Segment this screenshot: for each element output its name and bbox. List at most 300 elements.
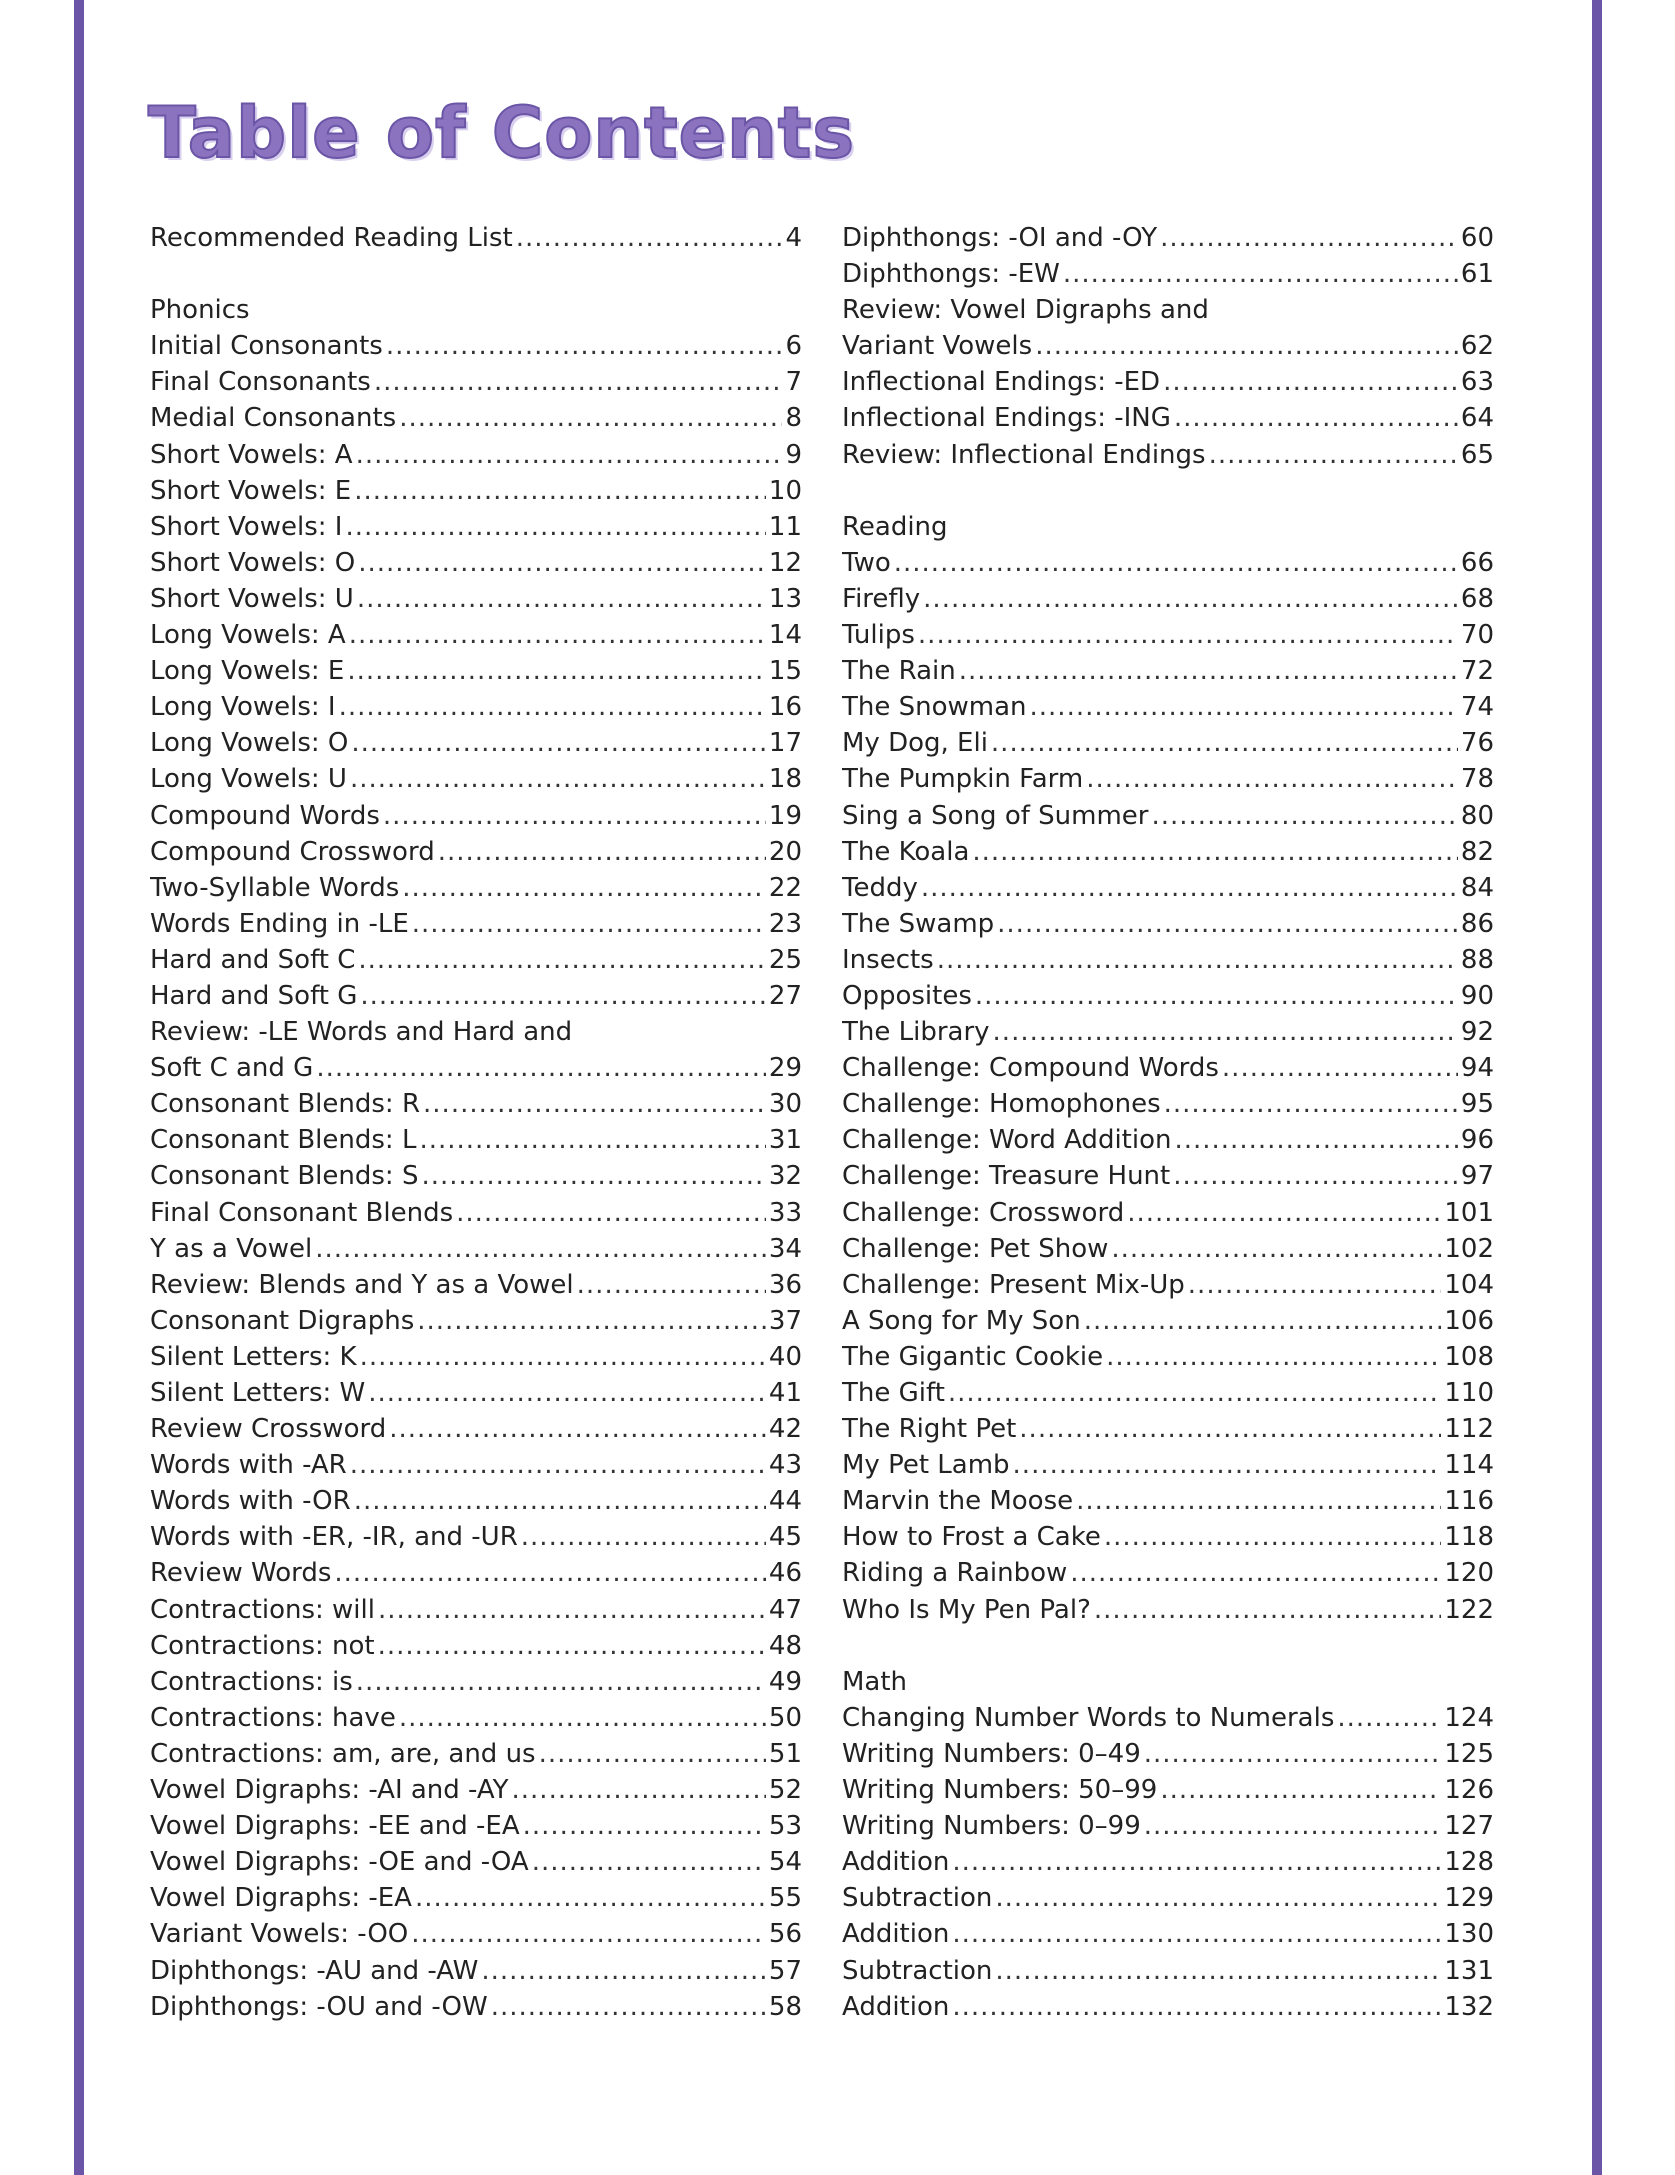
toc-entry-title: The Pumpkin Farm	[842, 764, 1084, 795]
dot-leader	[1086, 761, 1458, 797]
dot-leader	[1084, 1303, 1442, 1339]
toc-entry-title: The Snowman	[842, 692, 1027, 723]
dot-leader	[1209, 437, 1458, 473]
toc-entry	[150, 581, 802, 617]
toc-entry-page-number: 61	[1460, 259, 1494, 290]
dot-leader	[995, 1953, 1441, 1989]
dot-leader	[345, 509, 765, 545]
toc-entry-title: Challenge: Word Addition	[842, 1125, 1172, 1156]
toc-entry	[150, 1086, 802, 1122]
toc-column-right	[842, 220, 1494, 2025]
dot-leader	[1160, 220, 1458, 256]
toc-entry-title: Final Consonant Blends	[150, 1197, 454, 1228]
dot-leader	[378, 1628, 766, 1664]
dot-leader	[356, 437, 783, 473]
toc-entry-page-number: 27	[768, 980, 802, 1011]
toc-entry-title: Medial Consonants	[150, 403, 397, 434]
toc-entry	[842, 942, 1494, 978]
toc-entry	[842, 978, 1494, 1014]
toc-entry	[150, 545, 802, 581]
toc-entry-page-number: 22	[768, 872, 802, 903]
toc-entry-page-number: 14	[768, 620, 802, 651]
toc-entry-page-number: 9	[785, 439, 802, 470]
toc-entry-title: Inflectional Endings: -ING	[842, 403, 1171, 434]
dot-leader	[368, 1375, 766, 1411]
toc-entry-title: How to Frost a Cake	[842, 1522, 1101, 1553]
toc-entry-title: Vowel Digraphs: -OE and -OA	[150, 1847, 529, 1878]
toc-entry-title: Challenge: Homophones	[842, 1089, 1161, 1120]
dot-leader	[1094, 1592, 1441, 1628]
toc-entry-title: Who Is My Pen Pal?	[842, 1594, 1091, 1625]
section-heading: Phonics	[150, 295, 250, 326]
dot-leader	[1151, 798, 1457, 834]
section-heading: Reading	[842, 511, 948, 542]
toc-entry-title: Addition	[842, 1847, 950, 1878]
toc-entry	[150, 1158, 802, 1194]
toc-entry	[150, 1700, 802, 1736]
toc-entry	[842, 1989, 1494, 2025]
dot-leader	[923, 581, 1458, 617]
toc-entry	[150, 1519, 802, 1555]
toc-entry	[842, 328, 1494, 364]
toc-entry-page-number: 47	[768, 1594, 802, 1625]
toc-entry-title: Consonant Blends: R	[150, 1089, 421, 1120]
toc-entry-title: Writing Numbers: 0–49	[842, 1738, 1141, 1769]
toc-entry-title: Review Words	[150, 1558, 332, 1589]
toc-entry-title: Contractions: have	[150, 1702, 396, 1733]
toc-entry-page-number: 32	[768, 1161, 802, 1192]
toc-entry-page-number: 126	[1444, 1775, 1494, 1806]
toc-entry	[842, 725, 1494, 761]
toc-entry	[842, 437, 1494, 473]
toc-entry	[842, 834, 1494, 870]
toc-entry-title: The Library	[842, 1017, 990, 1048]
toc-entry-title: Y as a Vowel	[150, 1233, 313, 1264]
toc-entry	[150, 1592, 802, 1628]
toc-entry	[842, 1483, 1494, 1519]
toc-entry-page-number: 12	[768, 547, 802, 578]
toc-entry-page-number: 125	[1444, 1738, 1494, 1769]
toc-entry	[842, 689, 1494, 725]
toc-entry-title: Short Vowels: U	[150, 583, 354, 614]
toc-entry-title: Contractions: is	[150, 1666, 353, 1697]
toc-entry	[150, 437, 802, 473]
toc-entry-title: Long Vowels: A	[150, 620, 346, 651]
dot-leader	[357, 581, 766, 617]
toc-entry-page-number: 80	[1460, 800, 1494, 831]
toc-entry-title: A Song for My Son	[842, 1305, 1081, 1336]
section-spacer	[842, 1628, 1494, 1664]
toc-entry-title: Vowel Digraphs: -EE and -EA	[150, 1811, 520, 1842]
dot-leader	[1188, 1267, 1442, 1303]
toc-entry-page-number: 70	[1460, 620, 1494, 651]
toc-entry	[842, 870, 1494, 906]
toc-entry-title: Compound Crossword	[150, 836, 435, 867]
toc-entry-page-number: 53	[768, 1811, 802, 1842]
toc-entry	[150, 1303, 802, 1339]
toc-entry-page-number: 57	[768, 1955, 802, 1986]
dot-leader	[347, 653, 766, 689]
toc-entry-first-line: Review: Vowel Digraphs and	[842, 295, 1209, 326]
toc-entry	[150, 978, 802, 1014]
toc-entry-page-number: 51	[768, 1738, 802, 1769]
toc-entry-page-number: 114	[1444, 1450, 1494, 1481]
toc-entry	[842, 1555, 1494, 1591]
toc-entry-page-number: 29	[768, 1053, 802, 1084]
toc-entry-page-number: 92	[1460, 1017, 1494, 1048]
toc-entry	[150, 1050, 802, 1086]
toc-entry-title: Consonant Digraphs	[150, 1305, 415, 1336]
dot-leader	[481, 1953, 766, 1989]
toc-column-left	[150, 220, 802, 2025]
toc-entry-title: Writing Numbers: 50–99	[842, 1775, 1158, 1806]
toc-entry	[150, 1447, 802, 1483]
toc-entry-title: Contractions: not	[150, 1630, 375, 1661]
dot-leader	[356, 1664, 766, 1700]
toc-entry	[150, 509, 802, 545]
toc-entry-page-number: 34	[768, 1233, 802, 1264]
toc-entry-page-number: 65	[1460, 439, 1494, 470]
toc-entry-title: Review: Blends and Y as a Vowel	[150, 1269, 574, 1300]
toc-entry-page-number: 82	[1460, 836, 1494, 867]
toc-entry	[842, 256, 1494, 292]
dot-leader	[399, 400, 782, 436]
toc-entry-title: Hard and Soft C	[150, 944, 356, 975]
toc-entry	[842, 1953, 1494, 1989]
dot-leader	[419, 1122, 765, 1158]
toc-entry	[150, 1736, 802, 1772]
toc-entry	[150, 1122, 802, 1158]
toc-entry-title: Words Ending in -LE	[150, 908, 409, 939]
toc-entry-page-number: 129	[1444, 1883, 1494, 1914]
dot-leader	[349, 617, 766, 653]
toc-entry	[842, 761, 1494, 797]
toc-entry-page-number: 15	[768, 656, 802, 687]
toc-entry-page-number: 40	[768, 1341, 802, 1372]
toc-entry	[842, 1880, 1494, 1916]
toc-entry-title: Variant Vowels: -OO	[150, 1919, 409, 1950]
dot-leader	[378, 1592, 766, 1628]
dot-leader	[360, 978, 766, 1014]
toc-entry-page-number: 128	[1444, 1847, 1494, 1878]
toc-entry-page-number: 108	[1444, 1341, 1494, 1372]
toc-entry-page-number: 72	[1460, 656, 1494, 687]
toc-entry-page-number: 58	[768, 1991, 802, 2022]
dot-leader	[1104, 1519, 1442, 1555]
dot-leader	[399, 1700, 766, 1736]
dot-leader	[894, 545, 1458, 581]
toc-entry-page-number: 60	[1460, 223, 1494, 253]
toc-entry-title: My Dog, Eli	[842, 728, 988, 759]
toc-entry	[842, 1375, 1494, 1411]
toc-entry	[150, 870, 802, 906]
dot-leader	[402, 870, 766, 906]
dot-leader	[1019, 1411, 1441, 1447]
toc-entry-page-number: 124	[1444, 1702, 1494, 1733]
dot-leader	[1164, 1086, 1458, 1122]
toc-entry-title: Marvin the Moose	[842, 1486, 1074, 1517]
toc-entry-title: Changing Number Words to Numerals	[842, 1702, 1335, 1733]
toc-entry-first-line: Review: -LE Words and Hard and	[150, 1017, 573, 1048]
toc-entry	[842, 1050, 1494, 1086]
toc-entry-page-number: 49	[768, 1666, 802, 1697]
toc-entry	[842, 1736, 1494, 1772]
dot-leader	[491, 1989, 766, 2025]
toc-entry-page-number: 106	[1444, 1305, 1494, 1336]
toc-entry	[842, 400, 1494, 436]
toc-entry	[150, 798, 802, 834]
toc-entry-page-number: 96	[1460, 1125, 1494, 1156]
toc-entry-page-number: 50	[768, 1702, 802, 1733]
toc-entry-title: Diphthongs: -OU and -OW	[150, 1991, 488, 2022]
toc-entry-title: Addition	[842, 1919, 950, 1950]
toc-entry-title: The Koala	[842, 836, 970, 867]
dot-leader	[315, 1231, 766, 1267]
dot-leader	[1111, 1231, 1441, 1267]
toc-entry-title: Writing Numbers: 0–99	[842, 1811, 1141, 1842]
toc-entry-title: The Gigantic Cookie	[842, 1341, 1104, 1372]
dot-leader	[1163, 364, 1458, 400]
toc-entry-title: The Gift	[842, 1378, 945, 1408]
dot-leader	[532, 1844, 766, 1880]
toc-entry	[150, 689, 802, 725]
toc-entry	[150, 1953, 802, 1989]
dot-leader	[351, 725, 766, 761]
toc-entry-title: The Rain	[842, 656, 956, 687]
toc-entry-page-number: 8	[785, 403, 802, 434]
toc-entry	[150, 1664, 802, 1700]
dot-leader	[1173, 1158, 1458, 1194]
toc-entry	[842, 220, 1494, 256]
toc-entry-page-number: 63	[1460, 367, 1494, 398]
toc-entry-title: Riding a Rainbow	[842, 1558, 1068, 1589]
toc-entry-page-number: 127	[1444, 1811, 1494, 1842]
toc-entry-title: Vowel Digraphs: -EA	[150, 1883, 412, 1914]
toc-entry	[842, 1014, 1494, 1050]
toc-entry-title: Initial Consonants	[150, 331, 383, 362]
toc-entry-page-number: 52	[768, 1775, 802, 1806]
toc-entry	[842, 1808, 1494, 1844]
toc-entry	[150, 328, 802, 364]
toc-entry-title: Words with -ER, -IR, and -UR	[150, 1522, 518, 1553]
section-heading: Math	[842, 1666, 908, 1697]
toc-entry-title: Silent Letters: K	[150, 1341, 357, 1372]
toc-entry-title: Subtraction	[842, 1883, 993, 1914]
toc-entry	[842, 617, 1494, 653]
toc-entry-page-number: 86	[1460, 908, 1494, 939]
dot-leader	[423, 1086, 766, 1122]
toc-entry-title: Hard and Soft G	[150, 980, 358, 1011]
dot-leader	[937, 942, 1458, 978]
toc-entry-page-number: 64	[1460, 403, 1494, 434]
dot-leader	[354, 473, 766, 509]
toc-entry-page-number: 18	[768, 764, 802, 795]
toc-entry	[842, 1122, 1494, 1158]
toc-entry	[150, 1195, 802, 1231]
toc-entry-title: Silent Letters: W	[150, 1378, 366, 1408]
toc-entry-title: Contractions: will	[150, 1594, 375, 1625]
toc-entry	[842, 1592, 1494, 1628]
toc-entry	[842, 545, 1494, 581]
toc-entry-page-number: 13	[768, 583, 802, 614]
dot-leader	[350, 1447, 766, 1483]
toc-entry-title: Short Vowels: A	[150, 439, 353, 470]
toc-entry-page-number: 43	[768, 1450, 802, 1481]
dot-leader	[1127, 1195, 1441, 1231]
dot-leader	[1174, 1122, 1457, 1158]
dot-leader	[1160, 1772, 1441, 1808]
toc-entry-page-number: 20	[768, 836, 802, 867]
dot-leader	[421, 1158, 765, 1194]
toc-entry-page-number: 66	[1460, 547, 1494, 578]
dot-leader	[577, 1267, 766, 1303]
dot-leader	[539, 1736, 766, 1772]
toc-entry	[150, 1231, 802, 1267]
toc-entry-title: Inflectional Endings: -ED	[842, 367, 1161, 398]
toc-entry-page-number: 16	[768, 692, 802, 723]
toc-entry-title: Words with -OR	[150, 1486, 351, 1517]
dot-leader	[952, 1844, 1441, 1880]
toc-entry	[842, 906, 1494, 942]
toc-entry-page-number: 102	[1444, 1233, 1494, 1264]
toc-entry-page-number: 56	[768, 1919, 802, 1950]
toc-entry-title: Consonant Blends: L	[150, 1125, 417, 1156]
toc-entry-page-number: 132	[1444, 1991, 1494, 2022]
toc-entry-page-number: 33	[768, 1197, 802, 1228]
toc-entry-page-number: 84	[1460, 872, 1494, 903]
toc-entry-title: Sing a Song of Summer	[842, 800, 1149, 831]
dot-leader	[1174, 400, 1458, 436]
toc-entry-page-number: 112	[1444, 1414, 1494, 1445]
toc-entry	[150, 1483, 802, 1519]
toc-entry-page-number: 74	[1460, 692, 1494, 723]
dot-leader	[412, 906, 766, 942]
dot-leader	[972, 834, 1458, 870]
dot-leader	[952, 1916, 1441, 1952]
toc-entry-title: Addition	[842, 1991, 950, 2022]
toc-entry	[842, 1267, 1494, 1303]
toc-entry	[150, 761, 802, 797]
dot-leader	[339, 689, 766, 725]
toc-entry-page-number: 54	[768, 1847, 802, 1878]
page-border-left	[74, 0, 84, 2175]
toc-entry-page-number: 118	[1444, 1522, 1494, 1553]
page-border-right	[1592, 0, 1602, 2175]
section-spacer	[842, 473, 1494, 509]
toc-entry-title: Firefly	[842, 583, 921, 614]
toc-entry	[842, 1086, 1494, 1122]
toc-entry-title: My Pet Lamb	[842, 1450, 1010, 1481]
toc-entry-page-number: 76	[1460, 728, 1494, 759]
toc-entry-title: Insects	[842, 944, 934, 975]
toc-entry-page-number: 45	[768, 1522, 802, 1553]
toc-entry-page-number: 6	[785, 331, 802, 362]
dot-leader	[386, 328, 783, 364]
dot-leader	[1035, 328, 1458, 364]
toc-entry-title: Long Vowels: I	[150, 692, 336, 723]
toc-entry-title: Final Consonants	[150, 367, 371, 398]
toc-entry	[150, 1916, 802, 1952]
toc-entry-page-number: 94	[1460, 1053, 1494, 1084]
toc-entry-page-number: 31	[768, 1125, 802, 1156]
toc-entry-title: Challenge: Compound Words	[842, 1053, 1219, 1084]
toc-entry-page-number: 88	[1460, 944, 1494, 975]
dot-leader	[1144, 1736, 1442, 1772]
dot-leader	[512, 1772, 766, 1808]
toc-entry	[150, 364, 802, 400]
dot-leader	[523, 1808, 766, 1844]
toc-entry-title: Subtraction	[842, 1955, 993, 1986]
toc-entry-title: Vowel Digraphs: -AI and -AY	[150, 1775, 509, 1806]
toc-entry-title: Challenge: Pet Show	[842, 1233, 1109, 1264]
toc-entry	[842, 1339, 1494, 1375]
toc-entry	[842, 1231, 1494, 1267]
dot-leader	[354, 1483, 766, 1519]
toc-entry	[150, 725, 802, 761]
dot-leader	[1063, 256, 1458, 292]
toc-entry-page-number: 62	[1460, 331, 1494, 362]
toc-entry	[842, 1916, 1494, 1952]
toc-entry-page-number: 25	[768, 944, 802, 975]
toc-entry	[842, 1700, 1494, 1736]
toc-entry-page-number: 131	[1444, 1955, 1494, 1986]
toc-entry	[842, 364, 1494, 400]
toc-entry-page-number: 10	[768, 475, 802, 506]
toc-entry-title: Words with -AR	[150, 1450, 347, 1481]
toc-entry-page-number: 130	[1444, 1919, 1494, 1950]
dot-leader	[1144, 1808, 1442, 1844]
dot-leader	[358, 545, 766, 581]
dot-leader	[411, 1916, 766, 1952]
dot-leader	[918, 617, 1458, 653]
dot-leader	[415, 1880, 766, 1916]
dot-leader	[952, 1989, 1441, 2025]
toc-entry-title: Soft C and G	[150, 1053, 314, 1084]
toc-entry-page-number: 95	[1460, 1089, 1494, 1120]
toc-entry	[150, 1411, 802, 1447]
dot-leader	[991, 725, 1458, 761]
toc-entry-page-number: 46	[768, 1558, 802, 1589]
dot-leader	[995, 1880, 1441, 1916]
dot-leader	[516, 220, 783, 256]
toc-entry-title: Short Vowels: O	[150, 547, 356, 578]
dot-leader	[438, 834, 766, 870]
toc-entry	[150, 906, 802, 942]
toc-entry-page-number: 101	[1444, 1197, 1494, 1228]
toc-entry-title: Long Vowels: U	[150, 764, 347, 795]
dot-leader	[374, 364, 783, 400]
toc-entry-title: The Swamp	[842, 908, 995, 939]
toc-entry-page-number: 36	[768, 1269, 802, 1300]
toc-entry-page-number: 104	[1444, 1269, 1494, 1300]
toc-entry-title: Opposites	[842, 980, 972, 1011]
toc-entry-page-number: 4	[785, 223, 802, 253]
dot-leader	[1076, 1483, 1441, 1519]
toc-entry-page-number: 19	[768, 800, 802, 831]
toc-entry	[150, 1844, 802, 1880]
toc-entry-page-number: 116	[1444, 1486, 1494, 1517]
dot-leader	[1337, 1700, 1441, 1736]
toc-entry	[842, 581, 1494, 617]
toc-entry-title: Challenge: Crossword	[842, 1197, 1125, 1228]
dot-leader	[993, 1014, 1458, 1050]
toc-entry-page-number: 68	[1460, 583, 1494, 614]
dot-leader	[456, 1195, 766, 1231]
toc-entry	[150, 1628, 802, 1664]
dot-leader	[334, 1555, 766, 1591]
toc-entry-page-number: 42	[768, 1414, 802, 1445]
toc-entry-title: Diphthongs: -OI and -OY	[842, 223, 1158, 253]
